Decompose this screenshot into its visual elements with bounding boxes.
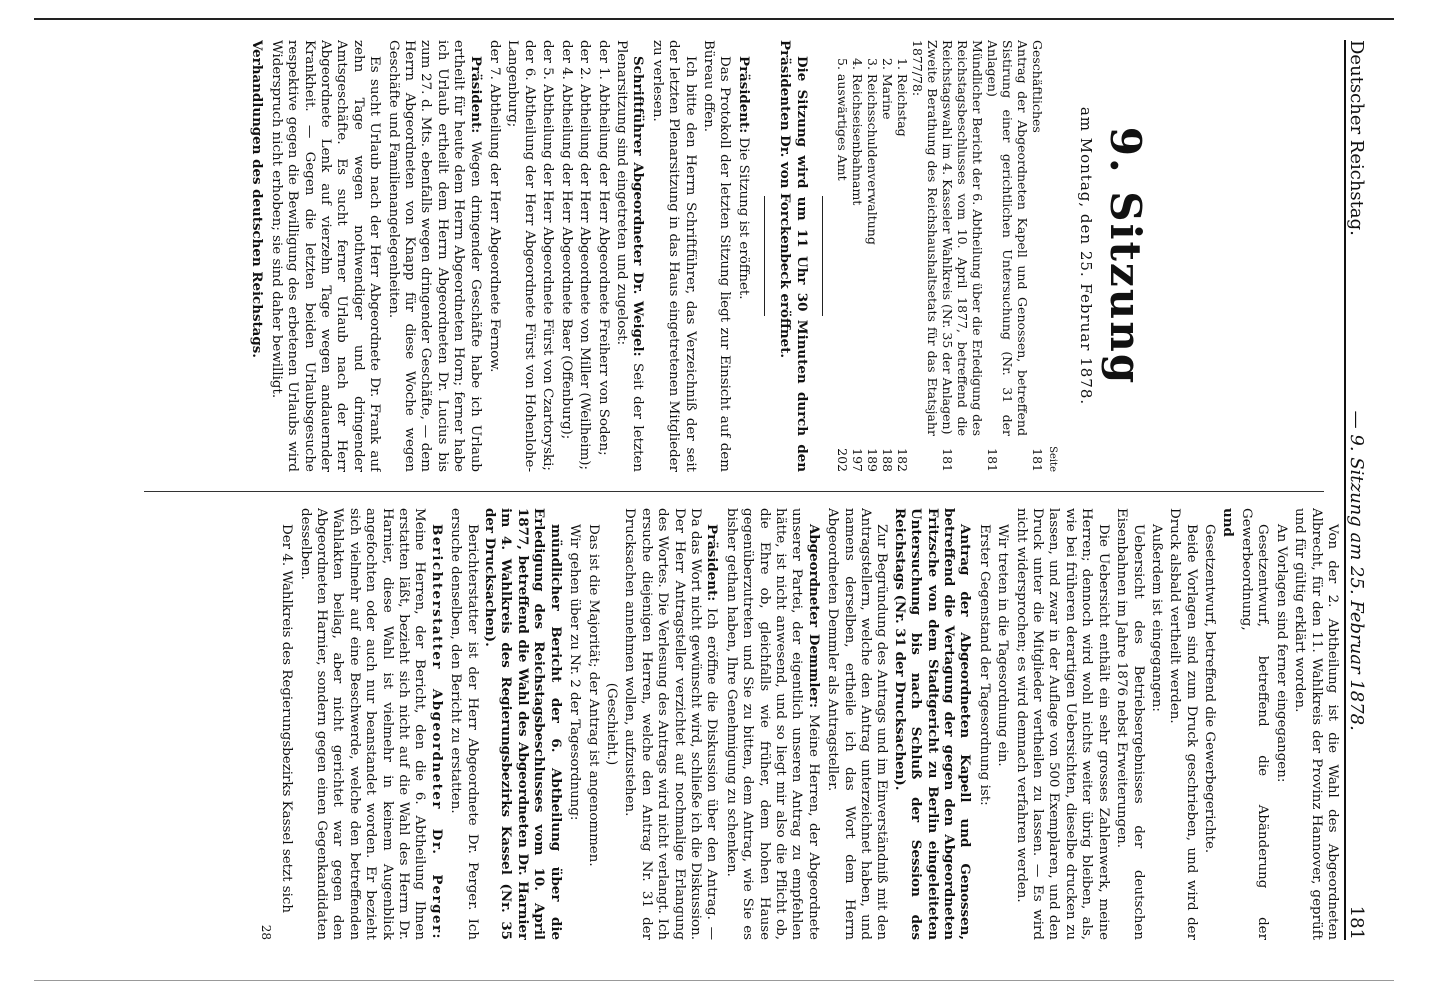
paragraph: Außerdem ist eingegangen: bbox=[1148, 524, 1164, 712]
speaker-label: Präsident: bbox=[467, 56, 484, 134]
paragraph: Berichterstatter ist der Herr Abgeordnete Dr. Perger. Ich ersuche denselben, den Bericht zu erstatten. bbox=[448, 508, 480, 940]
member-entry: der 4. Abtheilung der Herr Abgeordnete Baer (Offenburg); bbox=[558, 40, 574, 440]
page-header bbox=[1344, 40, 1386, 940]
session-date: am Montag, den 25. Februar 1878. bbox=[1077, 106, 1095, 406]
agenda-item: Antrag der Abgeordneten Kapell und Genossen, betreffend die Vertagung der gegen den Abgeordneten Fritzsche von dem Stadtgericht zu Berlin eingeleiteten Untersuchung bis nach Schluß der Session des Reichstags (Nr. 31 der Drucksachen). bbox=[891, 508, 974, 940]
member-entry: der 6. Abtheilung der Herr Abgeordnete Fürst von Hohenlohe-Langenburg; bbox=[505, 40, 537, 472]
left-column bbox=[30, 40, 1340, 472]
paragraph: Gesetzentwurf, betreffend die Gewerbegerichte. bbox=[1202, 524, 1218, 854]
speaker-label: Präsident: bbox=[735, 56, 752, 134]
paragraph: Das ist die Majorität; der Antrag ist angenommen. bbox=[585, 524, 601, 867]
paragraph: Es sucht Urlaub nach der Herr Abgeordnete Dr. Frank auf zehn Tage wegen nothwendiger und dringender Amtsgeschäfte. Es sucht ferner Urlaub nach der Herr Abgeordnete Lenk auf vierzehn Tage wegen andauernder Krankheit. — Gegen die letzten beiden Urlaubsgesuche respektive gegen die Bewilligung des erbetenen Urlaubs wird Widerspruch nicht erhoben; sie sind daher bewilligt. bbox=[268, 40, 383, 472]
paragraph: Beide Vorlagen sind zum Druck geschrieben, und wird der Druck alsbald vertheilt werden. bbox=[1167, 508, 1199, 940]
opening-paragraph: Die Sitzung wird um 11 Uhr 30 Minuten durch den Präsidenten Dr. von Forckenbeck eröffnet. bbox=[777, 40, 810, 472]
table-of-contents bbox=[835, 40, 1060, 472]
paragraph: Gesetzentwurf, betreffend die Abänderung der Gewerbeordnung, bbox=[1238, 508, 1271, 940]
paragraph: Präsident: Ich eröffne die Diskussion über den Antrag. — Da das Wort nicht gewünscht wird, schließe ich die Diskussion. Der Herr Antragsteller verzichtet auf nochmalige Erlangung des Wortes. Die Verlesung des Antrags wird nicht verlangt. Ich ersuche diejenigen Herren, welche den Antrag Nr. 31 der Drucksachen annehmen wollen, aufzustehen. bbox=[622, 508, 721, 940]
toc-row: Antrag der Abgeordneten Kapell und Genossen, betreffend Sistirung einer gerichtlichen Untersuchung (Nr. 31 der Anlagen) 181 bbox=[984, 40, 1030, 472]
signature-mark: 28 bbox=[258, 924, 273, 940]
paragraph: Wir treten in die Tagesordnung ein. bbox=[995, 524, 1011, 767]
header-left: Deutscher Reichstag. bbox=[1346, 40, 1367, 236]
member-entry: der 5. Abtheilung der Herr Abgeordnete Fürst von Czartoryski; bbox=[540, 40, 556, 471]
paragraph: Abgeordneter Demmler: Meine Herren, der Abgeordnete unserer Partei, der eigentlich unseren Antrag zu empfehlen hätte, ist nicht anwesend, und so liegt mir also die Pflicht ob, die Ehre ob, gleichfalls wie früher, dem hohen Hause gegenüberzutreten und Sie zu bitten, dem Antrag, wie Sie es bisher gethan haben, Ihre Genehmigung zu schenken. bbox=[723, 508, 822, 940]
paragraph: Das Protokoll der letzten Sitzung liegt zur Einsicht auf dem Büreau offen. bbox=[700, 40, 733, 472]
paragraph: Von der 2. Abtheilung ist die Wahl des Abgeordneten Albrecht, für den 11. Wahlkreis der Provinz Hannover, geprüft und für gültig erklärt worden. bbox=[1292, 508, 1340, 940]
toc-seite-label: Seite bbox=[1046, 446, 1058, 472]
stage-direction: (Geschieht.) bbox=[603, 682, 619, 766]
paragraph: Erster Gegenstand der Tagesordnung ist: bbox=[976, 524, 992, 806]
header-center: — 9. Sitzung am 25. Februar 1878. bbox=[1346, 410, 1367, 731]
paragraph: Schriftführer Abgeordneter Dr. Weigel: Seit der letzten Plenarsitzung sind eingetreten und zugelost: bbox=[613, 40, 647, 472]
toc-row: 3. Reichsschuldenverwaltung 189 bbox=[864, 58, 880, 472]
paragraph: Ich bitte den Herrn Schriftführer, das Verzeichniß der seit der letzten Plenarsitzung in das Haus eingetretenen Mitglieder zu verlesen. bbox=[649, 40, 698, 472]
paragraph: Der 4. Wahlkreis des Regierungsbezirks Kassel setzt sich bbox=[279, 524, 295, 914]
toc-row: 4. Reichseisenbahnamt 197 bbox=[849, 58, 865, 472]
paragraph: Die Uebersicht enthält ein sehr grosses Zahlenwerk, meine Herren; dennoch wird wohl nichts weiter übrig bleiben, als, wie bei früheren derartigen Uebersichten, dieselbe drucken zu lassen, und zwar in der Auflage von 500 Exemplaren, und den Druck unter die Mitglieder vertheilen zu lassen. — Es wird nicht widersprochen; es wird demnach verfahren werden. bbox=[1013, 508, 1111, 940]
section-rule bbox=[822, 196, 823, 316]
member-entry: der 2. Abtheilung der Herr Abgeordnete von Miller (Weilheim); bbox=[577, 40, 593, 470]
member-entry: der 1. Abtheilung der Herr Abgeordnete Freiherr von Soden; bbox=[595, 40, 611, 456]
paragraph: Berichterstatter Abgeordneter Dr. Perger: Meine Herren, der Bericht, den die 6. Abtheilung Ihnen erstatten läßt, bezieht sich nicht auf die Wahl des Herrn Dr. Harnier, diese Wahl ist vielmehr in keinem Augenblick angefochten oder auch nur beanstandet worden. Er bezieht sich vielmehr auf eine Beschwerde, welche den betreffenden Wahlakten beilag, aber nicht gerichtet war gegen den Abgeordneten Harnier, sondern gegen einen Gegenkandidaten desselben. bbox=[297, 508, 445, 940]
right-column bbox=[30, 508, 1340, 940]
member-entry: der 7. Abtheilung der Herr Abgeordnete Fernow. bbox=[487, 40, 503, 373]
page-number: 181 bbox=[1346, 905, 1367, 940]
paragraph: Wir gehen über zu Nr. 2 der Tagesordnung: bbox=[567, 524, 583, 821]
paragraph: Präsident: Die Sitzung ist eröffnet. bbox=[735, 56, 752, 300]
section-rule bbox=[764, 196, 765, 316]
paragraph: Präsident: Wegen dringender Geschäfte habe ich Urlaub ertheilt für heute dem Herrn Abgeordneten Horn; ferner habe ich Urlaub ertheilt dem Herrn Abgeordneten Dr. Lucius bis zum 27. d. Mts. ebenfalls wegen dringender Geschäfte, — dem Herrn Abgeordneten von Knapp für diese Woche wegen Geschäfte und Familienangelegenheiten. bbox=[385, 40, 484, 472]
session-title: 9. Sitzung bbox=[1101, 126, 1150, 386]
column-divider bbox=[144, 491, 1324, 492]
toc-row: Zweite Berathung des Reichshaushaltsetats für das Etatsjahr 1877/78: bbox=[909, 40, 940, 436]
paragraph: Uebersicht des Betriebsergebnisses der deutschen Eisenbahnen im Jahre 1876 nebst Erweiterungen. bbox=[1114, 508, 1146, 940]
toc-row: Mündlicher Bericht der 6. Abtheilung über die Erledigung des Reichstagsbeschlusses vom 10. April 1877, betreffend die Reichstagswahl im 4. Kasseler Wahlkreis (Nr. 35 der Anlagen) 181 bbox=[939, 40, 985, 472]
paragraph: An Vorlagen sind ferner eingegangen: bbox=[1273, 524, 1289, 783]
speaker-label: Präsident: bbox=[704, 524, 721, 602]
speaker-label: Abgeordneter Demmler: bbox=[805, 524, 822, 708]
agenda-item: mündlicher Bericht der 6. Abtheilung über die Erledigung des Reichstagsbeschlusses vom 10. April 1877, betreffend die Wahl des Abgeordneten Dr. Harnier im 4. Wahlkreis des Regierungsbezirks Kassel (Nr. 35 der Drucksachen). bbox=[482, 508, 564, 940]
toc-row: Geschäftliches 181 bbox=[1029, 40, 1045, 472]
speaker-label: Schriftführer Abgeordneter Dr. Weigel: bbox=[630, 56, 647, 357]
toc-row: 2. Marine 188 bbox=[879, 58, 895, 472]
connector-word: und bbox=[1219, 508, 1236, 537]
footer-note: Verhandlungen des deutschen Reichstags. bbox=[249, 40, 266, 358]
toc-row: 5. auswärtiges Amt 202 bbox=[834, 58, 850, 472]
toc-row: 1. Reichstag 182 bbox=[894, 58, 910, 472]
speaker-label: Berichterstatter Abgeordneter Dr. Perger: bbox=[428, 524, 445, 940]
paragraph: Zur Begründung des Antrags und im Einverständniß mit den Antragstellern, welche den Antrag unterzeichnet haben, und namens derselben, ertheile ich das Wort dem Herrn Abgeordneten Demmler als Antragsteller. bbox=[825, 508, 890, 940]
